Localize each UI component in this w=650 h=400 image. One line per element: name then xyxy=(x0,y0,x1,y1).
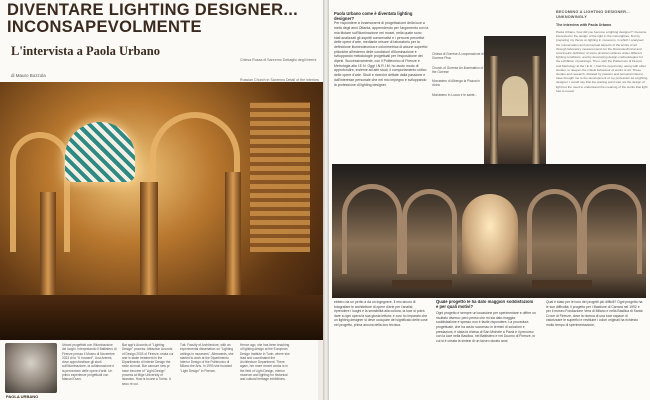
section-answer: Ogni progetto è sempre un'occasione per sperimentare e offrire un risultato diverso: però penso che mi sia dato maggior soddisfazione e spesso non è facile rispondere. La procedura progettuale, che ha avuto successo in termini di soluzioni e prestazioni, è stata la chiesa di San Michele a Pavia e il percorso con la luce nella Basilica, nel Battistero e nel Duomo di Firenze, in cui si è creata la sintesi di un lavoro durato anni. xyxy=(436,311,536,343)
intro-text-block xyxy=(334,12,429,87)
page-spine xyxy=(323,0,329,400)
photo-caption-english: Russian Church in Sanremo Detail of the interiors xyxy=(240,78,319,82)
bench xyxy=(392,280,452,288)
caption-item: Chiesa di Gorrese A cooperazione di Gorrese Pisa xyxy=(432,52,484,61)
column xyxy=(225,172,241,302)
article-subtitle: L'intervista a Paola Urbano xyxy=(11,44,160,58)
english-title: BECOMING A LIGHTING DESIGNER... UNKNOWINGLY xyxy=(556,10,630,19)
author-byline: di Mauro Bozzola xyxy=(11,73,46,78)
body-column-2 xyxy=(436,300,536,400)
caption-item: Monastero in Lucca e le sante... xyxy=(432,92,478,97)
intro-question: Paola Urbano come è diventata lighting designer? xyxy=(334,11,413,21)
avatar xyxy=(5,343,57,393)
bio-column-1: Urbani progettisti con l'illuminazione dei luoghi. Interpretando il Battistero di Firenze presso il Museo di Novembre 2023 di la "It. forward". Una Anteris, dove approfondisce gli studi sull'illuminazione, la collaborazione e la percezione delle opere d'arte. Un primo esperienze progettuali con Manuel Dunn. xyxy=(62,343,117,382)
floor xyxy=(0,295,326,340)
headline xyxy=(7,2,326,36)
headline-line-2: INCONSAPEVOLMENTE xyxy=(7,18,202,36)
pillar xyxy=(490,56,498,164)
section-question: Quale progetto le ha dato maggiori soddisfazioni e per quali motivi? xyxy=(436,300,534,309)
english-subtitle: The interview with Paola Urbano xyxy=(556,23,612,27)
arch xyxy=(582,184,642,284)
portrait-label: PAOLA URBANO xyxy=(6,394,39,399)
basilica-interior-photo xyxy=(332,164,646,298)
floor xyxy=(332,274,646,298)
photo-captions xyxy=(432,52,484,102)
arch xyxy=(527,189,582,284)
body-column-1: ebbero da un perito a da un ingegnere. Il mio lavoro di fotografare le architetture di opere d'arte per l'analisi; riprendere i luoghi e la sensibilità alla cultura, la luce si potrà dare a ogni opera la sua giusta lettura; e così ho imparato che un lighting designer si deve occupare del significato delle cose nel progetto, prima ancora della loro tecnica. xyxy=(334,300,428,327)
body-column-3: Qual è stato per lei uno dei progetti più difficili? Ogni progetto ha le sue difficoltà; il progetto per i Bastione di Carrara nel 1992 e per il museo Fondazione Vera di Milano e nella Basilica di Santa Croce di Firenze, dove la ricerca di una luce capace di valorizzare le superfici e restituire i colori originali ha richiesto molto tempo di sperimentazione. xyxy=(546,300,643,327)
striped-dome xyxy=(65,122,135,182)
bio-column-2: Bar app's Accords of "Lighting Design" process: Attraction Accords of Design 2003 of Firenze, reaka cur and in stake treatment in the Dipartimento di Interior Design the sede at most. Bar cancure new pr have become of "Light Design" process at Mige University of Islandon. How is boune a Torino. It seou re cui. xyxy=(122,343,174,386)
intro-answer: Per rispondere a innamorarmi di progettazione della luce a metà degli anni Ottanta, apprendendo per l'argomento con la mia titolare sull'illuminazione nei musei, nella quale sono stati analizzati gli aspetti conservativi e i percorsi percettivi delle opere d'arte, mediante misure di laboratorio per la definizione illuminotecnica e colorimetrica di alcune superfici pittoriche all'esterno delle condizioni d'illuminazione e sviluppando metodologie progettuali per l'esposizione dei dipinti. Successivamente, con il Politecnico di Firenze e Metrologia alla I.E.N. Oggi I.N.R.I.M. ho avuto modo di approfondire, insieme ad altri studi, il comportamento critico delle opere d'arte. Studi e ricerche dettate dalla passione e dall'interesse personale che nel mio impegno e sviluppando la professione di lighting designer. xyxy=(334,21,429,87)
ornamental-wall xyxy=(250,102,310,252)
pillar xyxy=(532,56,540,164)
bio-column-4: Hence ago, she has been teaching of lighting design at the European Design Institute in Turin, where she lead and coordinated the Architecture Department. There again, her more recent works is in the field of Light Design, interior museum and lighting for historical and cultural heritage exhibitions. xyxy=(240,343,290,382)
caption-item: Church of Gorrese An illumination of the Gorrese xyxy=(432,65,484,74)
english-translation-column xyxy=(556,10,648,160)
lit-apse xyxy=(502,76,528,116)
bio-column-3: Tutt. Faculty of Architecture, with an experimental dissertation on "Lighting ceilings in museums". Afterwards, she started to work at the Dipartimento Interior Design of the Politecnico di Milano the Arts. In 1993 she founded "Light Design" in Firenze. xyxy=(180,343,234,373)
caption-item: Monastero di Albenga la Piazza in vicino xyxy=(432,79,481,88)
bench xyxy=(532,280,592,288)
english-body: Paola Urbano, how did you become a lighting designer? I became interested in the design of the light in the mid-eighties, first by preparing my thesis on lighting in museums, in which I analysed the conservation and perceptual aspects of the works of art through laboratory measurements for the illuminotechnical and colorimetric definition of some pictorial surfaces under different lighting conditions, and by developing design methodologies for the exhibition of paintings. Then, with the Politecnico di Firenze and Metrology at the I.E.N., I had the opportunity, along with other studies, to deepen the critical behaviour of works of art. These studies and research, dictated by passion and personal interest, have brought me to the development of my profession as a lighting designer. I would say that the starting point was not the design of light but the need to understand the meaning of the works that light has to reveal. xyxy=(556,30,648,93)
headline-line-1: DIVENTARE LIGHTING DESIGNER... xyxy=(7,1,299,19)
arch xyxy=(402,189,457,284)
column xyxy=(140,182,158,302)
arch xyxy=(342,184,402,284)
church-nave-photo xyxy=(484,36,546,164)
photo-caption-italian: Chiesa Russa di Sanremo Dettaglio degli interni xyxy=(240,58,317,62)
author-bio-section xyxy=(0,340,326,400)
column xyxy=(40,192,56,302)
church-interior-photo xyxy=(0,82,326,340)
lit-apse xyxy=(462,194,518,274)
